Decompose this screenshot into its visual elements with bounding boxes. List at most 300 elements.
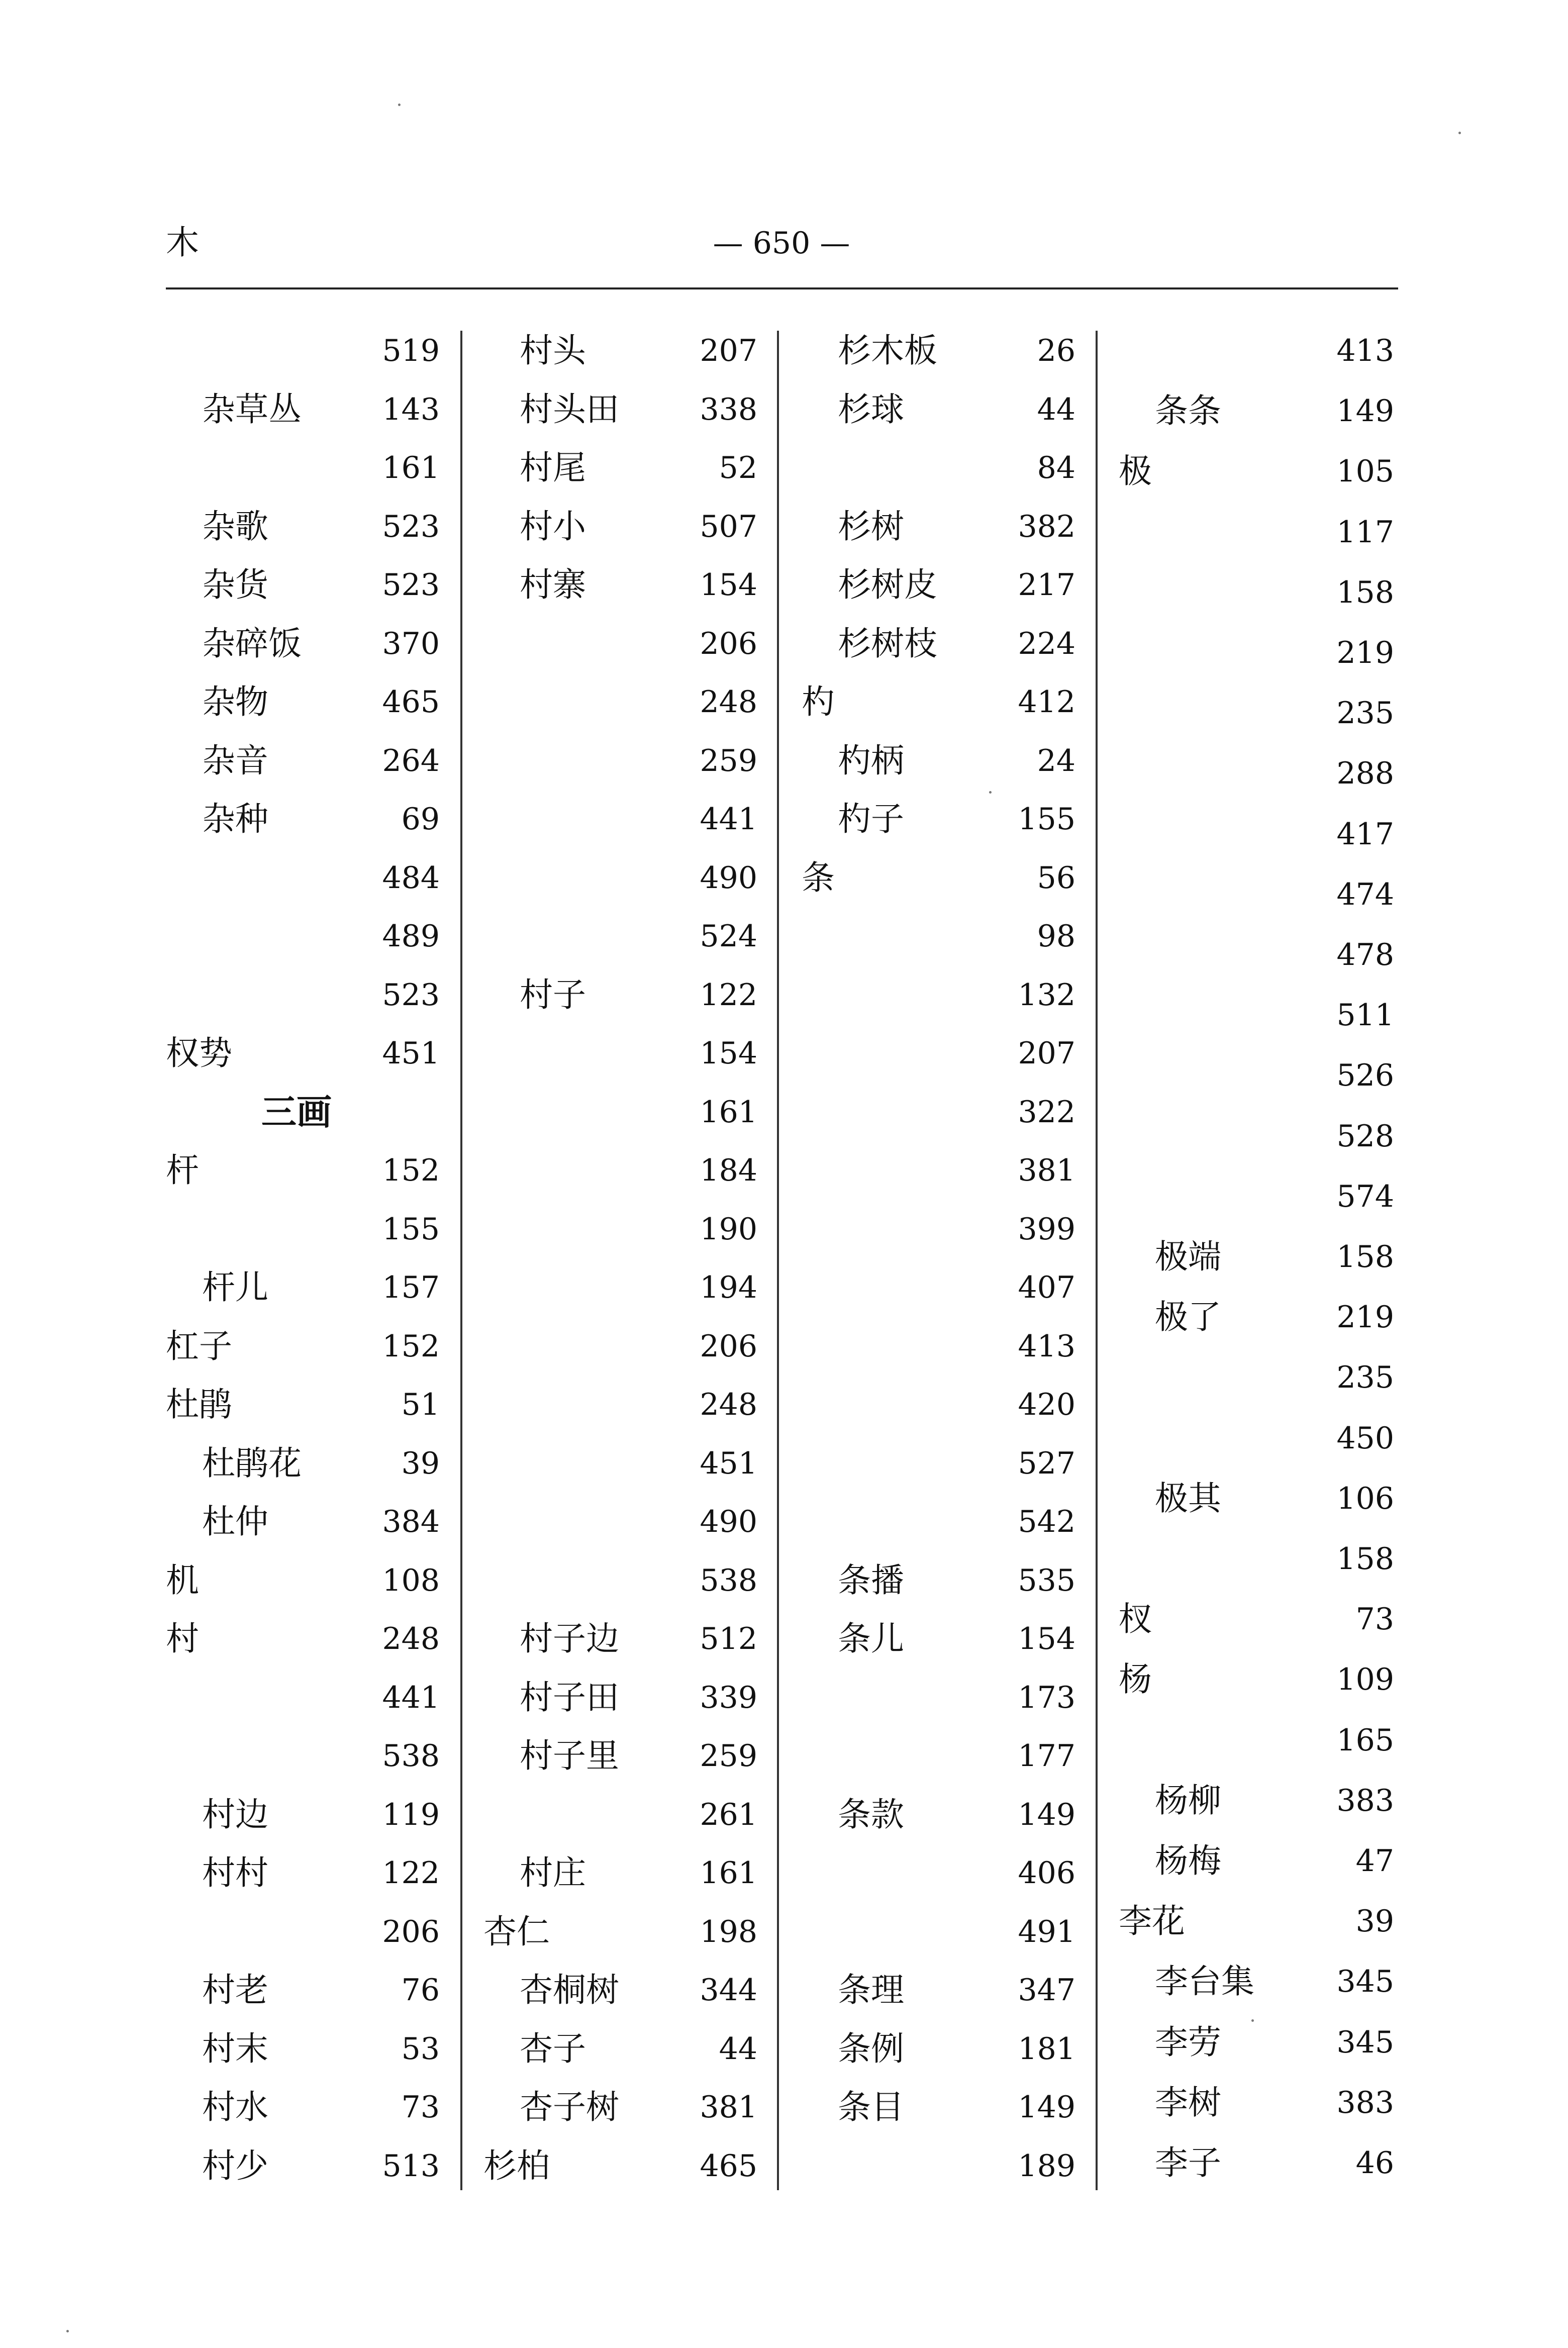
entry-page-ref: 512	[700, 1621, 757, 1656]
entry-term: 杆	[166, 1151, 199, 1190]
entry-page-ref: 322	[1018, 1095, 1075, 1130]
entry-page-ref: 451	[700, 1446, 757, 1481]
index-entry	[166, 1326, 440, 1366]
entry-term: 杏子树	[520, 2088, 619, 2126]
entry-term: 杨梅	[1155, 1841, 1221, 1880]
page-header	[166, 221, 1397, 276]
index-entry	[483, 741, 757, 781]
entry-page-ref: 154	[1018, 1621, 1075, 1656]
index-entry	[802, 916, 1075, 956]
entry-page-ref: 76	[401, 1973, 440, 2008]
index-entry	[166, 1209, 440, 1249]
entry-page-ref: 161	[700, 1855, 757, 1891]
entry-term: 杂货	[202, 565, 268, 604]
entry-page-ref: 44	[1037, 392, 1075, 427]
scan-speck	[1458, 132, 1461, 134]
index-entry	[802, 1443, 1075, 1484]
index-entry	[166, 682, 440, 722]
index-entry	[1119, 1237, 1394, 1277]
index-entry	[1119, 1962, 1394, 2002]
index-entry	[802, 448, 1075, 488]
entry-page-ref: 528	[1336, 1119, 1394, 1154]
index-entry	[166, 389, 440, 430]
entry-page-ref: 490	[700, 1504, 757, 1539]
stroke-count-heading	[166, 1092, 440, 1132]
entry-page-ref: 527	[1018, 1446, 1075, 1481]
entry-page-ref: 44	[719, 2031, 757, 2067]
index-entry	[1119, 633, 1394, 673]
index-entry	[1119, 935, 1394, 975]
entry-term: 机	[166, 1561, 199, 1600]
entry-page-ref: 384	[382, 1504, 440, 1539]
entry-term: 杏仁	[483, 1912, 550, 1951]
index-entry	[802, 1267, 1075, 1308]
index-entry	[166, 1970, 440, 2010]
index-entry	[802, 1326, 1075, 1366]
entry-page-ref: 84	[1037, 450, 1075, 485]
index-entry	[1119, 874, 1394, 915]
entry-term: 杂歌	[202, 507, 268, 546]
index-entry	[166, 916, 440, 956]
entry-page-ref: 339	[700, 1680, 757, 1715]
entry-page-ref: 441	[700, 802, 757, 837]
column-divider	[1096, 331, 1098, 2190]
entry-page-ref: 143	[382, 392, 440, 427]
index-entry	[1119, 1539, 1394, 1579]
index-entry	[802, 741, 1075, 781]
entry-page-ref: 538	[382, 1738, 440, 1774]
entry-page-ref: 523	[382, 567, 440, 603]
entry-page-ref: 345	[1336, 2025, 1394, 2060]
entry-page-ref: 507	[700, 509, 757, 544]
index-entry	[1119, 1297, 1394, 1337]
index-entry	[802, 507, 1075, 547]
entry-page-ref: 523	[382, 509, 440, 544]
entry-term: 杓	[802, 682, 835, 721]
entry-term: 杓子	[838, 800, 904, 838]
entry-page-ref: 158	[1336, 575, 1394, 610]
entry-page-ref: 248	[700, 684, 757, 720]
entry-term: 杜仲	[202, 1502, 268, 1541]
entry-page-ref: 98	[1037, 919, 1075, 954]
entry-term: 杓柄	[838, 741, 904, 780]
index-entry	[1119, 693, 1394, 733]
entry-page-ref: 450	[1336, 1421, 1394, 1456]
index-entry	[1119, 572, 1394, 613]
index-entry	[1119, 451, 1394, 492]
entry-term: 杉柏	[483, 2146, 550, 2185]
entry-page-ref: 149	[1018, 1797, 1075, 1832]
scan-speck	[66, 2330, 69, 2332]
index-entry	[483, 1267, 757, 1308]
entry-page-ref: 406	[1018, 1855, 1075, 1891]
index-entry	[802, 624, 1075, 664]
entry-page-ref: 235	[1336, 1360, 1394, 1395]
index-entry	[802, 1092, 1075, 1132]
index-entry	[483, 448, 757, 488]
entry-term: 村小	[520, 507, 586, 546]
index-entry	[802, 1209, 1075, 1249]
entry-term: 极端	[1155, 1237, 1221, 1276]
index-entry	[483, 682, 757, 722]
entry-term: 村子	[520, 975, 586, 1014]
entry-page-ref: 152	[382, 1329, 440, 1364]
index-entry	[1119, 512, 1394, 552]
entry-page-ref: 154	[700, 1036, 757, 1071]
index-entry	[166, 624, 440, 664]
index-entry	[166, 858, 440, 898]
entry-page-ref: 122	[382, 1855, 440, 1891]
entry-page-ref: 189	[1018, 2148, 1075, 2184]
entry-term: 村	[166, 1619, 199, 1658]
entry-term: 条	[802, 858, 835, 897]
entry-page-ref: 224	[1018, 626, 1075, 661]
index-entry	[802, 1736, 1075, 1776]
index-entry	[166, 448, 440, 488]
entry-page-ref: 119	[382, 1797, 440, 1832]
entry-page-ref: 39	[1355, 1904, 1394, 1939]
entry-page-ref: 542	[1018, 1504, 1075, 1539]
entry-term: 村庄	[520, 1853, 586, 1892]
section-radical: 木	[166, 223, 199, 262]
column-divider	[460, 331, 462, 2190]
entry-term: 杂种	[202, 800, 268, 838]
index-entry	[166, 1150, 440, 1191]
entry-page-ref: 451	[382, 1036, 440, 1071]
index-entry	[1119, 1901, 1394, 1941]
entry-page-ref: 524	[700, 919, 757, 954]
entry-page-ref: 465	[700, 2148, 757, 2184]
entry-term: 权势	[166, 1034, 232, 1072]
entry-page-ref: 523	[382, 977, 440, 1013]
index-entry	[1119, 1720, 1394, 1760]
entry-term: 村水	[202, 2088, 268, 2126]
entry-page-ref: 407	[1018, 1270, 1075, 1305]
index-entry	[166, 741, 440, 781]
index-entry	[802, 2029, 1075, 2069]
index-entry	[483, 1560, 757, 1601]
entry-term: 杉木板	[838, 331, 937, 370]
entry-page-ref: 207	[700, 333, 757, 368]
index-entry	[1119, 1781, 1394, 1821]
entry-page-ref: 526	[1336, 1058, 1394, 1093]
entry-page-ref: 217	[1018, 567, 1075, 603]
entry-page-ref: 52	[719, 450, 757, 485]
entry-page-ref: 158	[1336, 1239, 1394, 1275]
entry-page-ref: 491	[1018, 1914, 1075, 1949]
entry-page-ref: 370	[382, 626, 440, 661]
index-entry	[483, 507, 757, 547]
entry-term: 条款	[838, 1795, 904, 1834]
entry-term: 村尾	[520, 448, 586, 487]
index-entry	[483, 2087, 757, 2127]
entry-term: 极其	[1155, 1479, 1221, 1518]
entry-page-ref: 519	[382, 333, 440, 368]
index-entry	[166, 1853, 440, 1893]
entry-term: 村少	[202, 2146, 268, 2185]
index-entry	[1119, 1599, 1394, 1639]
scan-speck	[1251, 2019, 1254, 2022]
entry-term: 村边	[202, 1795, 268, 1834]
index-entry	[1119, 1357, 1394, 1398]
entry-term: 李花	[1119, 1902, 1185, 1940]
entry-term: 条条	[1155, 392, 1221, 430]
section-heading-text: 三画	[261, 1091, 332, 1133]
entry-page-ref: 39	[401, 1446, 440, 1481]
index-entry	[1119, 1841, 1394, 1881]
index-entry	[483, 1150, 757, 1191]
entry-term: 李树	[1155, 2083, 1221, 2122]
index-entry	[166, 1678, 440, 1718]
entry-term: 村末	[202, 2029, 268, 2068]
entry-page-ref: 490	[700, 860, 757, 896]
index-entry	[802, 331, 1075, 371]
index-entry	[802, 975, 1075, 1015]
index-entry	[802, 1619, 1075, 1659]
entry-page-ref: 155	[382, 1212, 440, 1247]
entry-term: 条播	[838, 1561, 904, 1600]
index-entry	[166, 1560, 440, 1601]
entry-page-ref: 264	[382, 743, 440, 778]
header-rule	[166, 287, 1398, 289]
index-entry	[802, 2146, 1075, 2186]
index-entry	[802, 1795, 1075, 1835]
entry-page-ref: 219	[1336, 635, 1394, 670]
index-entry	[166, 331, 440, 371]
entry-term: 村寨	[520, 565, 586, 604]
index-entry	[1119, 1116, 1394, 1156]
index-entry	[1119, 331, 1394, 371]
entry-term: 杏子	[520, 2029, 586, 2068]
entry-term: 杨	[1119, 1660, 1152, 1699]
entry-page-ref: 261	[700, 1797, 757, 1832]
entry-page-ref: 538	[700, 1563, 757, 1598]
entry-term: 条目	[838, 2088, 904, 2126]
entry-term: 杠子	[166, 1327, 232, 1365]
entry-page-ref: 489	[382, 919, 440, 954]
entry-page-ref: 108	[382, 1563, 440, 1598]
entry-page-ref: 155	[1018, 802, 1075, 837]
entry-page-ref: 381	[700, 2090, 757, 2125]
scan-speck	[398, 104, 401, 106]
entry-page-ref: 383	[1336, 1783, 1394, 1818]
entry-page-ref: 47	[1355, 1843, 1394, 1879]
entry-page-ref: 69	[401, 802, 440, 837]
entry-page-ref: 511	[1336, 998, 1394, 1033]
index-entry	[483, 1502, 757, 1542]
index-entry	[166, 2146, 440, 2186]
index-entry	[483, 1619, 757, 1659]
entry-page-ref: 161	[382, 450, 440, 485]
entry-term: 村头田	[520, 390, 619, 429]
index-entry	[166, 1267, 440, 1308]
index-entry	[1119, 391, 1394, 431]
entry-page-ref: 219	[1336, 1300, 1394, 1335]
entry-page-ref: 73	[401, 2090, 440, 2125]
entry-page-ref: 105	[1336, 454, 1394, 489]
entry-page-ref: 382	[1018, 509, 1075, 544]
entry-term: 村村	[202, 1853, 268, 1892]
index-entry	[166, 1736, 440, 1776]
entry-page-ref: 198	[700, 1914, 757, 1949]
entry-term: 杉球	[838, 390, 904, 429]
entry-page-ref: 161	[700, 1095, 757, 1130]
entry-term: 极	[1119, 452, 1152, 491]
entry-page-ref: 399	[1018, 1212, 1075, 1247]
index-entry	[483, 1033, 757, 1073]
index-entry	[802, 1853, 1075, 1893]
entry-page-ref: 206	[382, 1914, 440, 1949]
entry-term: 杆儿	[202, 1268, 268, 1307]
entry-page-ref: 474	[1336, 877, 1394, 912]
entry-term: 条儿	[838, 1619, 904, 1658]
index-entry	[802, 565, 1075, 605]
entry-term: 杉树枝	[838, 624, 937, 663]
entry-term: 杂草丛	[202, 390, 302, 429]
index-entry	[483, 916, 757, 956]
entry-page-ref: 24	[1037, 743, 1075, 778]
entry-page-ref: 235	[1336, 696, 1394, 731]
entry-page-ref: 206	[700, 1329, 757, 1364]
entry-page-ref: 417	[1336, 817, 1394, 852]
entry-page-ref: 117	[1336, 515, 1394, 550]
entry-page-ref: 441	[382, 1680, 440, 1715]
index-entry	[802, 682, 1075, 722]
index-entry	[166, 1385, 440, 1425]
entry-term: 极了	[1155, 1298, 1221, 1336]
index-entry	[802, 1502, 1075, 1542]
index-entry	[1119, 1418, 1394, 1458]
entry-page-ref: 465	[382, 684, 440, 720]
index-entry	[483, 858, 757, 898]
index-entry	[166, 2087, 440, 2127]
index-entry	[483, 565, 757, 605]
entry-page-ref: 413	[1018, 1329, 1075, 1364]
entry-page-ref: 259	[700, 1738, 757, 1774]
entry-page-ref: 177	[1018, 1738, 1075, 1774]
entry-page-ref: 484	[382, 860, 440, 896]
index-entry	[483, 1912, 757, 1952]
index-entry	[802, 858, 1075, 898]
entry-term: 杨柳	[1155, 1781, 1221, 1820]
index-entry	[802, 1912, 1075, 1952]
index-entry	[802, 1560, 1075, 1601]
index-entry	[1119, 995, 1394, 1035]
entry-page-ref: 345	[1336, 1964, 1394, 1999]
entry-term: 村子田	[520, 1678, 619, 1717]
entry-page-ref: 132	[1018, 977, 1075, 1013]
entry-page-ref: 51	[401, 1387, 440, 1422]
entry-page-ref: 338	[700, 392, 757, 427]
entry-page-ref: 184	[700, 1153, 757, 1188]
entry-term: 杜鹃	[166, 1385, 232, 1424]
index-entry	[166, 1502, 440, 1542]
entry-term: 杉树	[838, 507, 904, 546]
index-entry	[483, 2146, 757, 2186]
page-number: — 650 —	[713, 226, 850, 261]
entry-term: 条例	[838, 2029, 904, 2068]
entry-page-ref: 194	[700, 1270, 757, 1305]
entry-term: 李劳	[1155, 2023, 1221, 2062]
entry-page-ref: 574	[1336, 1179, 1394, 1214]
index-entry	[483, 1092, 757, 1132]
entry-page-ref: 344	[700, 1973, 757, 2008]
entry-page-ref: 413	[1336, 333, 1394, 368]
index-entry	[166, 1795, 440, 1835]
index-entry	[483, 1209, 757, 1249]
index-entry	[802, 1385, 1075, 1425]
index-entry	[802, 799, 1075, 839]
index-entry	[483, 1970, 757, 2010]
entry-term: 杉树皮	[838, 565, 937, 604]
index-entry	[483, 624, 757, 664]
entry-page-ref: 149	[1336, 394, 1394, 429]
entry-page-ref: 190	[700, 1212, 757, 1247]
entry-page-ref: 173	[1018, 1680, 1075, 1715]
entry-term: 村子边	[520, 1619, 619, 1658]
entry-term: 条理	[838, 1971, 904, 2009]
index-entry	[483, 1795, 757, 1835]
entry-term: 杂碎饭	[202, 624, 302, 663]
index-entry	[166, 1033, 440, 1073]
index-entry	[802, 1033, 1075, 1073]
entry-page-ref: 73	[1355, 1602, 1394, 1637]
entry-page-ref: 420	[1018, 1387, 1075, 1422]
index-entry	[1119, 753, 1394, 794]
index-entry	[1119, 1055, 1394, 1096]
entry-page-ref: 412	[1018, 684, 1075, 720]
entry-term: 李台集	[1155, 1962, 1254, 2001]
entry-page-ref: 206	[700, 626, 757, 661]
index-entry	[166, 2029, 440, 2069]
entry-term: 杜鹃花	[202, 1444, 302, 1483]
index-entry	[483, 1443, 757, 1484]
entry-page-ref: 149	[1018, 2090, 1075, 2125]
index-entry	[1119, 1479, 1394, 1519]
index-entry	[1119, 1659, 1394, 1700]
entry-page-ref: 347	[1018, 1973, 1075, 2008]
entry-term: 村子里	[520, 1736, 619, 1775]
index-entry	[1119, 814, 1394, 854]
entry-term: 李子	[1155, 2143, 1221, 2182]
index-entry	[802, 389, 1075, 430]
index-entry	[166, 1443, 440, 1484]
index-entry	[166, 1912, 440, 1952]
index-entry	[802, 2087, 1075, 2127]
index-entry	[483, 1326, 757, 1366]
entry-term: 杂音	[202, 741, 268, 780]
entry-term: 杈	[1119, 1600, 1152, 1638]
index-entry	[166, 565, 440, 605]
entry-term: 村头	[520, 331, 586, 370]
index-entry	[483, 389, 757, 430]
entry-term: 杏桐树	[520, 1971, 619, 2009]
entry-page-ref: 513	[382, 2148, 440, 2184]
column-divider	[777, 331, 779, 2190]
index-entry	[1119, 2083, 1394, 2123]
entry-page-ref: 181	[1018, 2031, 1075, 2067]
entry-page-ref: 478	[1336, 937, 1394, 972]
index-entry	[1119, 2143, 1394, 2183]
entry-page-ref: 106	[1336, 1481, 1394, 1516]
entry-page-ref: 158	[1336, 1541, 1394, 1577]
index-entry	[166, 975, 440, 1015]
index-entry	[166, 1619, 440, 1659]
entry-page-ref: 288	[1336, 756, 1394, 791]
entry-page-ref: 157	[382, 1270, 440, 1305]
entry-page-ref: 381	[1018, 1153, 1075, 1188]
index-entry	[166, 799, 440, 839]
